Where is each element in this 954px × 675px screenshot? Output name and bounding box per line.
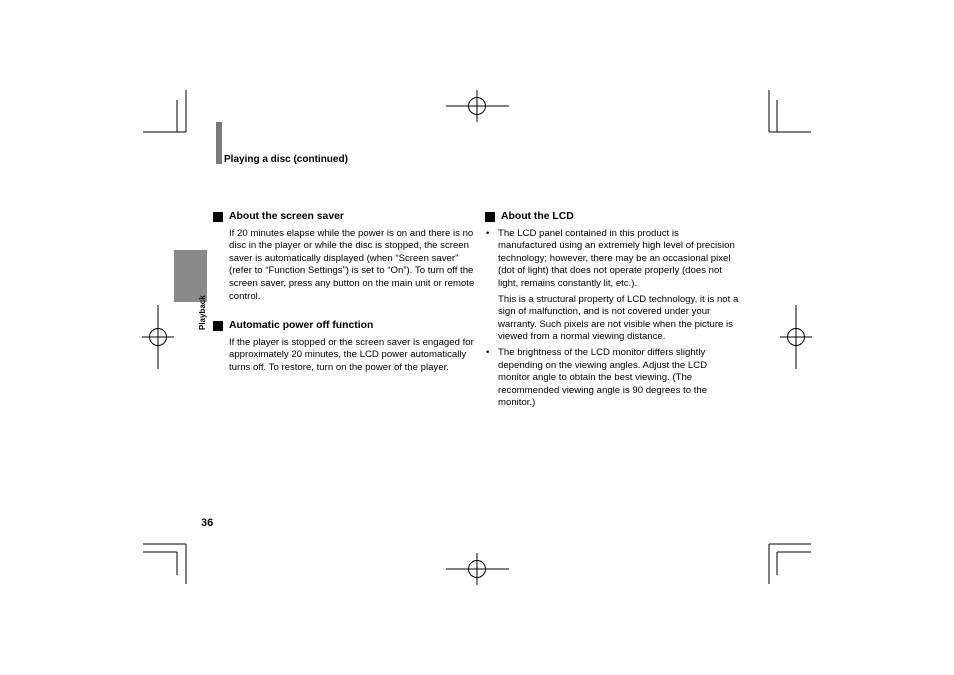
list-item xyxy=(485,228,740,344)
bullet-dot-icon: • xyxy=(486,227,490,239)
lcd-bullet-list xyxy=(485,228,740,410)
header-accent-bar xyxy=(216,122,222,164)
section-heading-auto-power-off xyxy=(213,320,475,333)
auto-power-off-paragraph: If the player is stopped or the screen saver is engaged for approximately 20 minutes, the LCD power automatically turns off. To restore, turn on the power of the player. xyxy=(229,336,474,373)
section-heading-about-lcd xyxy=(485,211,740,224)
left-column xyxy=(213,211,475,375)
bullet-text: The LCD panel contained in this product is manufactured using an extremely high level of precision technology; however, there may be an occasional pixel (dot of light) that does not operate properly (does not light, remains constantly lit, etc.). xyxy=(498,227,735,289)
square-bullet-icon xyxy=(485,212,495,222)
square-bullet-icon xyxy=(213,212,223,222)
screen-saver-paragraph: If 20 minutes elapse while the power is on and there is no disc in the player or while the disc is stopped, the screen saver is automatically displayed (when “Screen saver” (refer to “Function Settings”) is set to “On”). To turn off the screen saver, press any button on the main unit or remote control. xyxy=(229,227,475,302)
heading-text: Automatic power off function xyxy=(229,320,374,332)
bullet-dot-icon: • xyxy=(486,346,490,358)
bullet-text: The brightness of the LCD monitor differs slightly depending on the viewing angles. Adjust the LCD monitor angle to obtain the best viewing. (The recommended viewing angle is 90 degrees to the monitor.) xyxy=(498,346,708,409)
square-bullet-icon xyxy=(213,321,223,331)
heading-text: About the LCD xyxy=(501,211,574,222)
right-column xyxy=(485,211,740,413)
list-item xyxy=(485,347,740,410)
section-heading-screen-saver xyxy=(213,211,475,224)
side-tab-label: Playback xyxy=(198,295,207,330)
bullet-continuation: This is a structural property of LCD technology, it is not a sign of malfunction, and is not covered under your warranty. Such pixels are not visible when the picture is viewed from a normal viewing distance. xyxy=(498,293,739,343)
section-title: Playing a disc (continued) xyxy=(224,154,348,165)
page-number: 36 xyxy=(201,517,214,529)
heading-text: About the screen saver xyxy=(229,211,344,222)
